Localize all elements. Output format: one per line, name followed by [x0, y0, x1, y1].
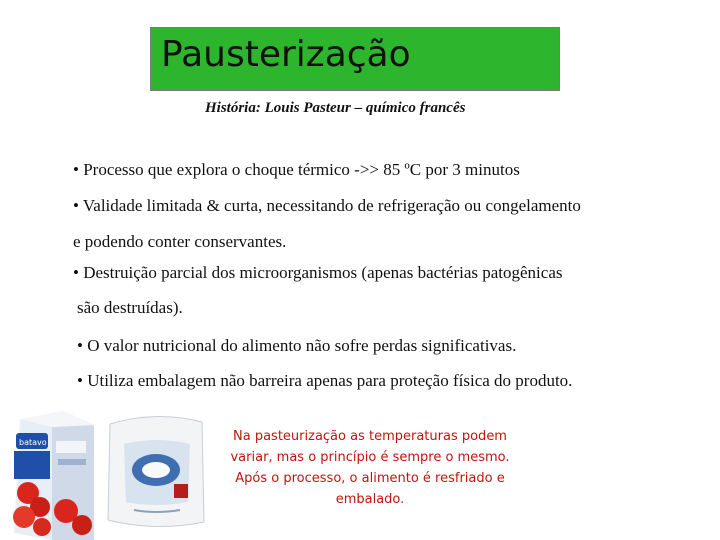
bullet-validity-line1: • Validade limitada & curta, necessitando de refrigeração ou congelamento — [73, 196, 581, 215]
bullet-destruction-line1: • Destruição parcial dos microorganismos (apenas bactérias patogênicas — [73, 263, 563, 282]
pasteurization-note: Na pasteurização as temperaturas podem variar, mas o princípio é sempre o mesmo. Após o processo, o alimento é resfriado e embalado. — [230, 429, 510, 507]
bullet-validity-line2: e podendo conter conservantes. — [73, 232, 287, 251]
slide-subtitle: História: Louis Pasteur – químico francês — [205, 100, 466, 116]
bullet-packaging: • Utiliza embalagem não barreira apenas para proteção física do produto. — [77, 371, 573, 390]
bullet-destruction-line2: são destruídas). — [77, 298, 183, 317]
bullet-thermal-shock: • Processo que explora o choque térmico ->> 85 ºC por 3 minutos — [73, 160, 520, 179]
slide-title: Pausterização — [161, 34, 411, 75]
carton-brand-label: batavo — [19, 438, 47, 447]
bullet-nutrition: • O valor nutricional do alimento não sofre perdas significativas. — [77, 336, 517, 355]
milk-bag-image — [104, 410, 208, 532]
juice-carton-image — [6, 411, 98, 540]
title-banner — [150, 27, 560, 91]
